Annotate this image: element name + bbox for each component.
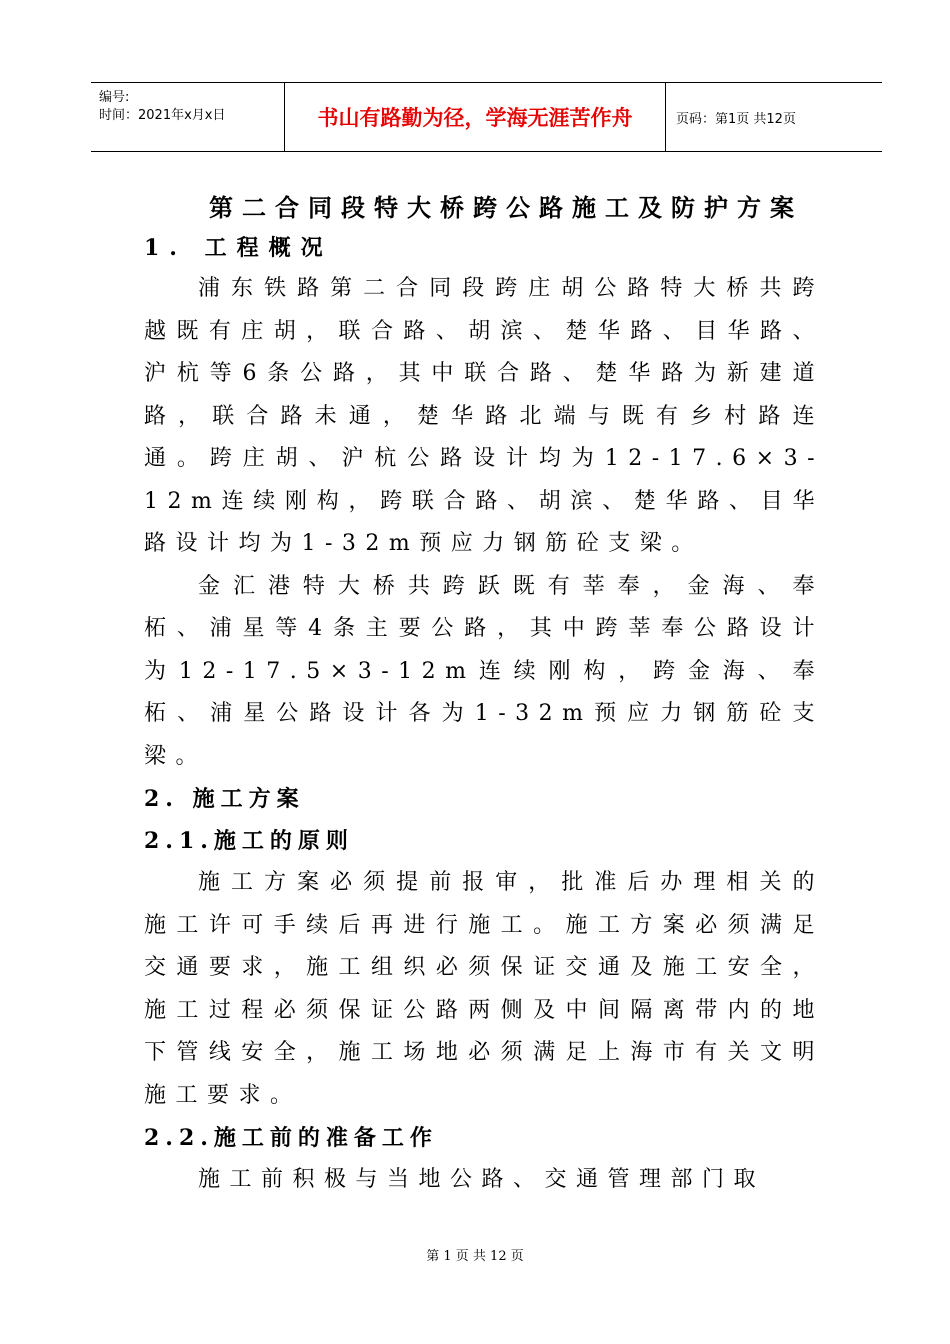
page-header <box>91 82 882 152</box>
section-2-1-paragraph: 施工方案必须提前报审，批准后办理相关的施工许可手续后再进行施工。施工方案必须满足交通要求，施工组织必须保证交通及施工安全，施工过程必须保证公路两侧及中间隔离带内的地下管线安全，施工场地必须满足上海市有关文明施工要求。 <box>144 870 824 1108</box>
document-body <box>144 188 824 1202</box>
doc-number-label: 编号: <box>99 90 130 105</box>
section-1-paragraph-2: 金汇港特大桥共跨跃既有莘奉，金海、奉柘、浦星等4条主要公路，其中跨莘奉公路设计为12-17.5×3-12m连续刚构，跨金海、奉柘、浦星公路设计各为1-32m预应力钢筋砼支梁。 <box>144 573 824 769</box>
section-2-heading: 2. 施工方案 <box>144 786 305 812</box>
section-1-paragraph-1: 浦东铁路第二合同段跨庄胡公路特大桥共跨越既有庄胡，联合路、胡滨、楚华路、目华路、沪杭等6条公路，其中联合路、楚华路为新建道路，联合路未通，楚华路北端与既有乡村路连通。跨庄胡、沪杭公路设计均为12-17.6×3-12m连续刚构，跨联合路、胡滨、楚华路、目华路设计均为1-32m预应力钢筋砼支梁。 <box>144 276 824 556</box>
header-motto: 书山有路勤为径，学海无涯苦作舟 <box>284 83 666 151</box>
header-page-info: 页码：第1页 共12页 <box>676 111 796 127</box>
page-footer: 第 1 页 共 12 页 <box>426 1249 524 1264</box>
section-1-heading: 1. 工程概况 <box>144 235 333 261</box>
header-meta <box>91 83 284 151</box>
document-title: 第二合同段特大桥跨公路施工及防护方案 <box>209 193 803 222</box>
doc-time-label: 时间：2021年x月x日 <box>99 108 226 123</box>
section-2-2-heading: 2.2.施工前的准备工作 <box>144 1125 438 1151</box>
section-2-2-paragraph: 施工前积极与当地公路、交通管理部门取 <box>198 1167 766 1192</box>
section-2-1-heading: 2.1.施工的原则 <box>144 828 354 854</box>
